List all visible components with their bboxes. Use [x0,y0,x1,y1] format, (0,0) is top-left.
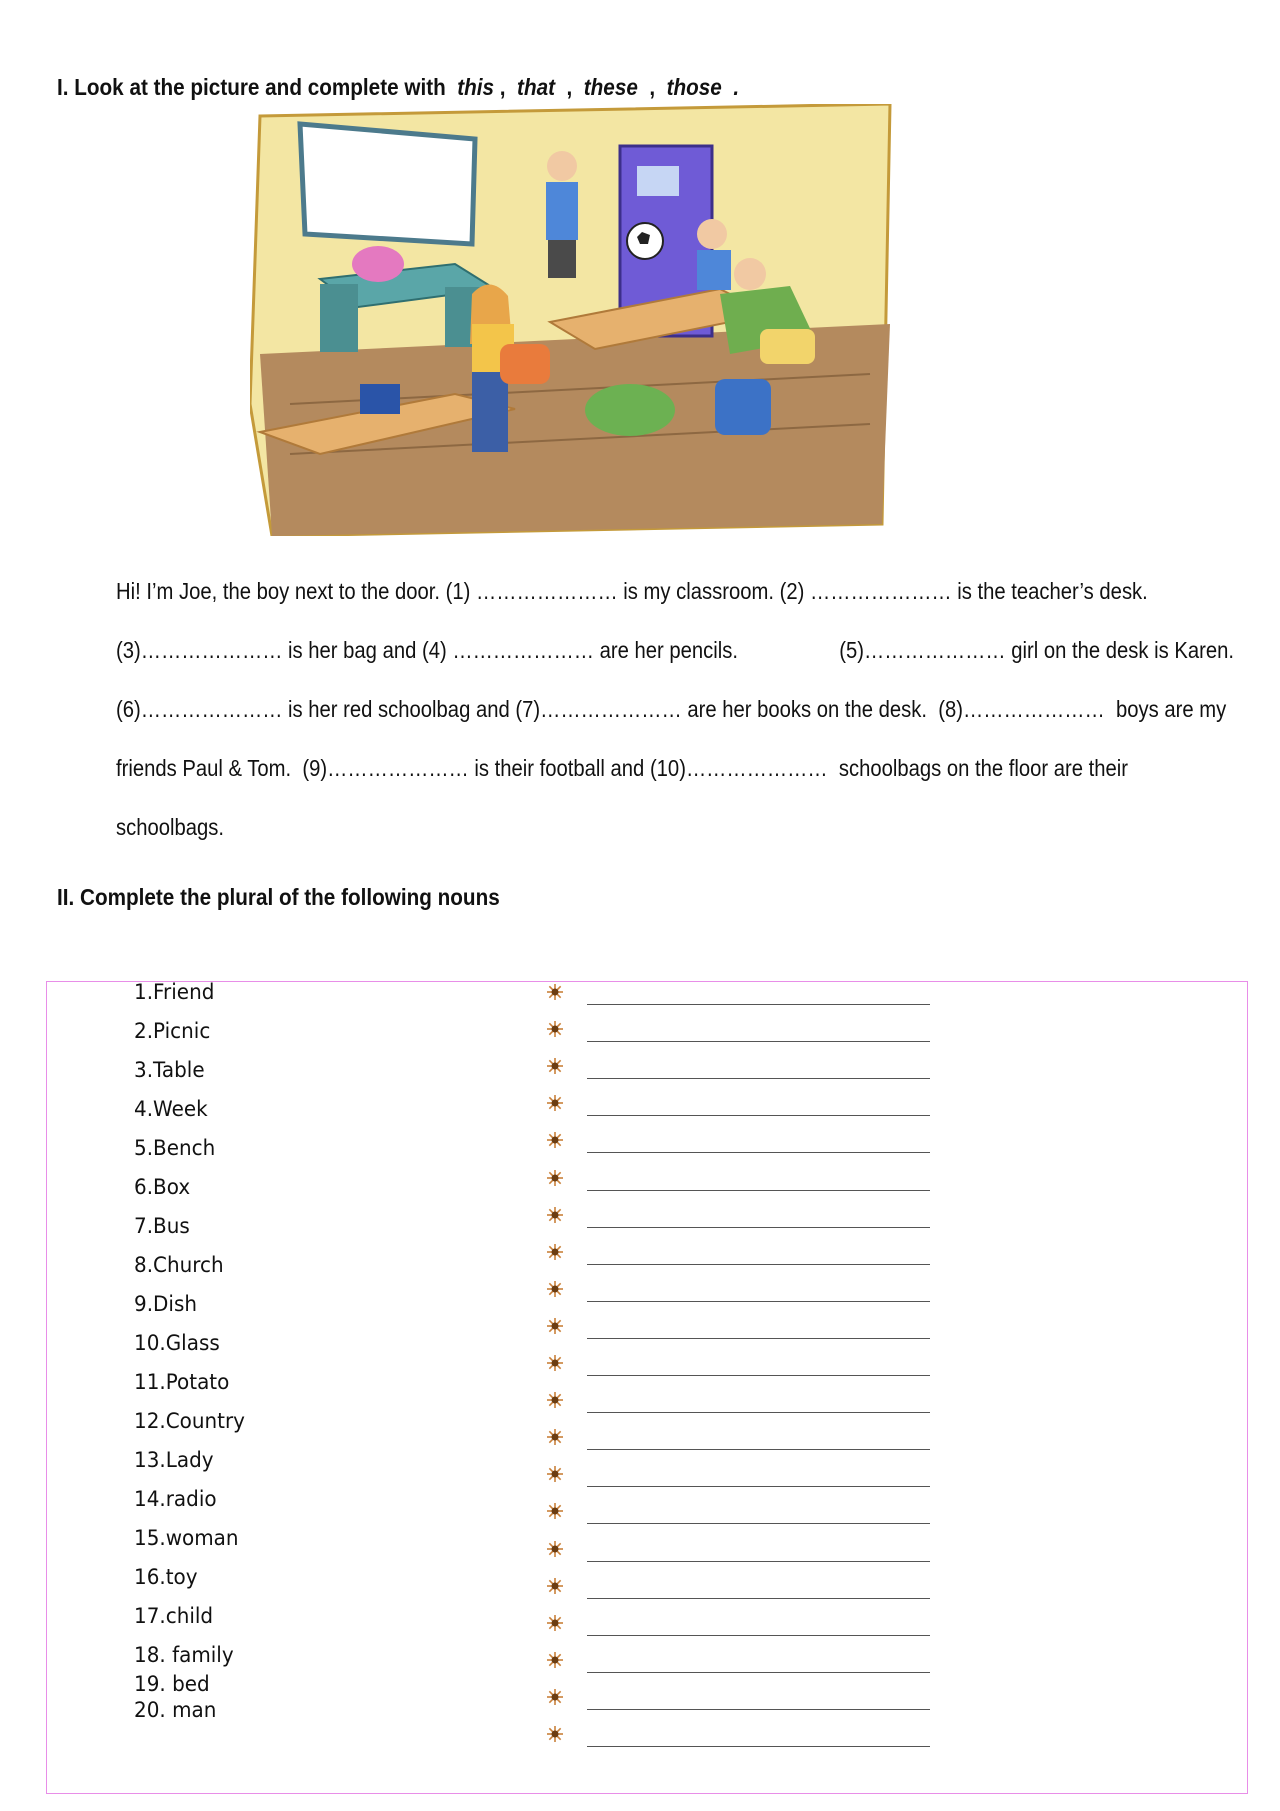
noun-item: 5.Bench [134,1136,216,1160]
sunburst-bullet-icon [546,1354,564,1372]
sunburst-bullet-icon [546,1020,564,1038]
noun-item: 8.Church [134,1253,224,1277]
answer-line[interactable] [587,1115,930,1116]
noun-item: 19. bed [134,1672,210,1696]
answer-blank-7[interactable]: ………………… [540,696,682,722]
answer-blank-1[interactable]: ………………… [476,578,618,604]
text-segment: is her red schoolbag and (7) [282,696,541,722]
separator: , [566,74,573,100]
text-segment: boys are my [1104,696,1227,722]
text-segment: schoolbags on the floor are their [827,755,1129,781]
text-segment: schoolbags. [116,814,225,840]
sunburst-bullet-icon [546,1614,564,1632]
sunburst-bullet-icon [546,1577,564,1595]
answer-line[interactable] [587,1412,930,1413]
noun-item: 20. man [134,1698,217,1722]
sunburst-bullet-icon [546,1169,564,1187]
sunburst-bullet-icon [546,1428,564,1446]
sunburst-bullet-icon [546,1057,564,1075]
paragraph-line-1 [116,578,1148,605]
answer-line[interactable] [587,1598,930,1599]
sunburst-bullet-icon [546,1465,564,1483]
noun-item: 11.Potato [134,1370,230,1394]
noun-item: 15.woman [134,1526,239,1550]
noun-item: 18. family [134,1643,234,1667]
exercise-1-instruction: I. Look at the picture and complete with [57,74,446,100]
sunburst-bullet-icon [546,1725,564,1743]
sunburst-bullet-icon [546,1651,564,1669]
answer-line[interactable] [587,1635,930,1636]
sunburst-bullet-icon [546,983,564,1001]
sunburst-bullet-icon [546,1540,564,1558]
answer-line[interactable] [587,1523,930,1524]
exercise-2-title: II. Complete the plural of the following nouns [57,884,500,910]
text-segment: is the teacher’s desk. [951,578,1148,604]
text-segment: are her books on the desk. (8) [681,696,964,722]
noun-item: 13.Lady [134,1448,214,1472]
answer-blank-10[interactable]: ………………… [685,755,828,781]
sunburst-bullet-icon [546,1243,564,1261]
noun-item: 4.Week [134,1097,208,1121]
answer-line[interactable] [587,1301,930,1302]
period: . [733,74,740,100]
separator: , [499,74,506,100]
sunburst-bullet-icon [546,1131,564,1149]
text-segment: Hi! I’m Joe, the boy next to the door. (1) [116,578,477,604]
sunburst-bullet-icon [546,1280,564,1298]
answer-blank-2[interactable]: ………………… [809,578,952,604]
text-segment: (6) [116,696,141,722]
answer-line[interactable] [587,1264,930,1265]
noun-item: 17.child [134,1604,214,1628]
noun-item: 2.Picnic [134,1019,211,1043]
answer-blank-6[interactable]: ………………… [140,696,283,722]
noun-item: 7.Bus [134,1214,190,1238]
option-that: that [517,74,556,100]
noun-item: 3.Table [134,1058,205,1082]
noun-item: 16.toy [134,1565,198,1589]
answer-blank-9[interactable]: ………………… [327,755,469,781]
noun-item: 9.Dish [134,1292,197,1316]
answer-line[interactable] [587,1338,930,1339]
noun-item: 12.Country [134,1409,245,1433]
option-those: those [666,74,722,100]
text-segment: (3) [116,637,141,663]
sunburst-bullet-icon [546,1206,564,1224]
sunburst-bullet-icon [546,1391,564,1409]
text-segment: is her bag and (4) [282,637,453,663]
noun-item: 14.radio [134,1487,217,1511]
answer-line[interactable] [587,1561,930,1562]
sunburst-bullet-icon [546,1502,564,1520]
answer-line[interactable] [587,1078,930,1079]
sunburst-bullet-icon [546,1688,564,1706]
answer-line[interactable] [587,1449,930,1450]
answer-line[interactable] [587,1227,930,1228]
text-segment: are her pencils. (5) [594,637,864,663]
option-these: these [583,74,638,100]
answer-line[interactable] [587,1041,930,1042]
answer-line[interactable] [587,1672,930,1673]
sunburst-bullet-icon [546,1317,564,1335]
option-this: this [457,74,495,100]
paragraph-line-4 [116,755,1128,782]
text-segment: girl on the desk is Karen. [1005,637,1235,663]
noun-item: 1.Friend [134,980,215,1004]
paragraph-line-2 [116,637,1234,664]
answer-line[interactable] [587,1375,930,1376]
text-segment: friends Paul & Tom. (9) [116,755,328,781]
noun-item: 10.Glass [134,1331,220,1355]
answer-blank-8[interactable]: ………………… [963,696,1105,722]
answer-line[interactable] [587,1152,930,1153]
text-segment: is my classroom. (2) [617,578,810,604]
answer-line[interactable] [587,1486,930,1487]
answer-line[interactable] [587,1190,930,1191]
sunburst-bullet-icon [546,1094,564,1112]
answer-blank-3[interactable]: ………………… [140,637,283,663]
answer-blank-4[interactable]: ………………… [452,637,595,663]
answer-line[interactable] [587,1709,930,1710]
paragraph-line-5 [116,814,224,841]
separator: , [649,74,656,100]
paragraph-line-3 [116,696,1226,723]
answer-blank-5[interactable]: ………………… [863,637,1006,663]
exercise-1-title [57,74,739,101]
noun-item: 6.Box [134,1175,191,1199]
answer-line[interactable] [587,1746,930,1747]
text-segment: is their football and (10) [468,755,686,781]
classroom-illustration [250,104,900,536]
answer-line[interactable] [587,1004,930,1005]
